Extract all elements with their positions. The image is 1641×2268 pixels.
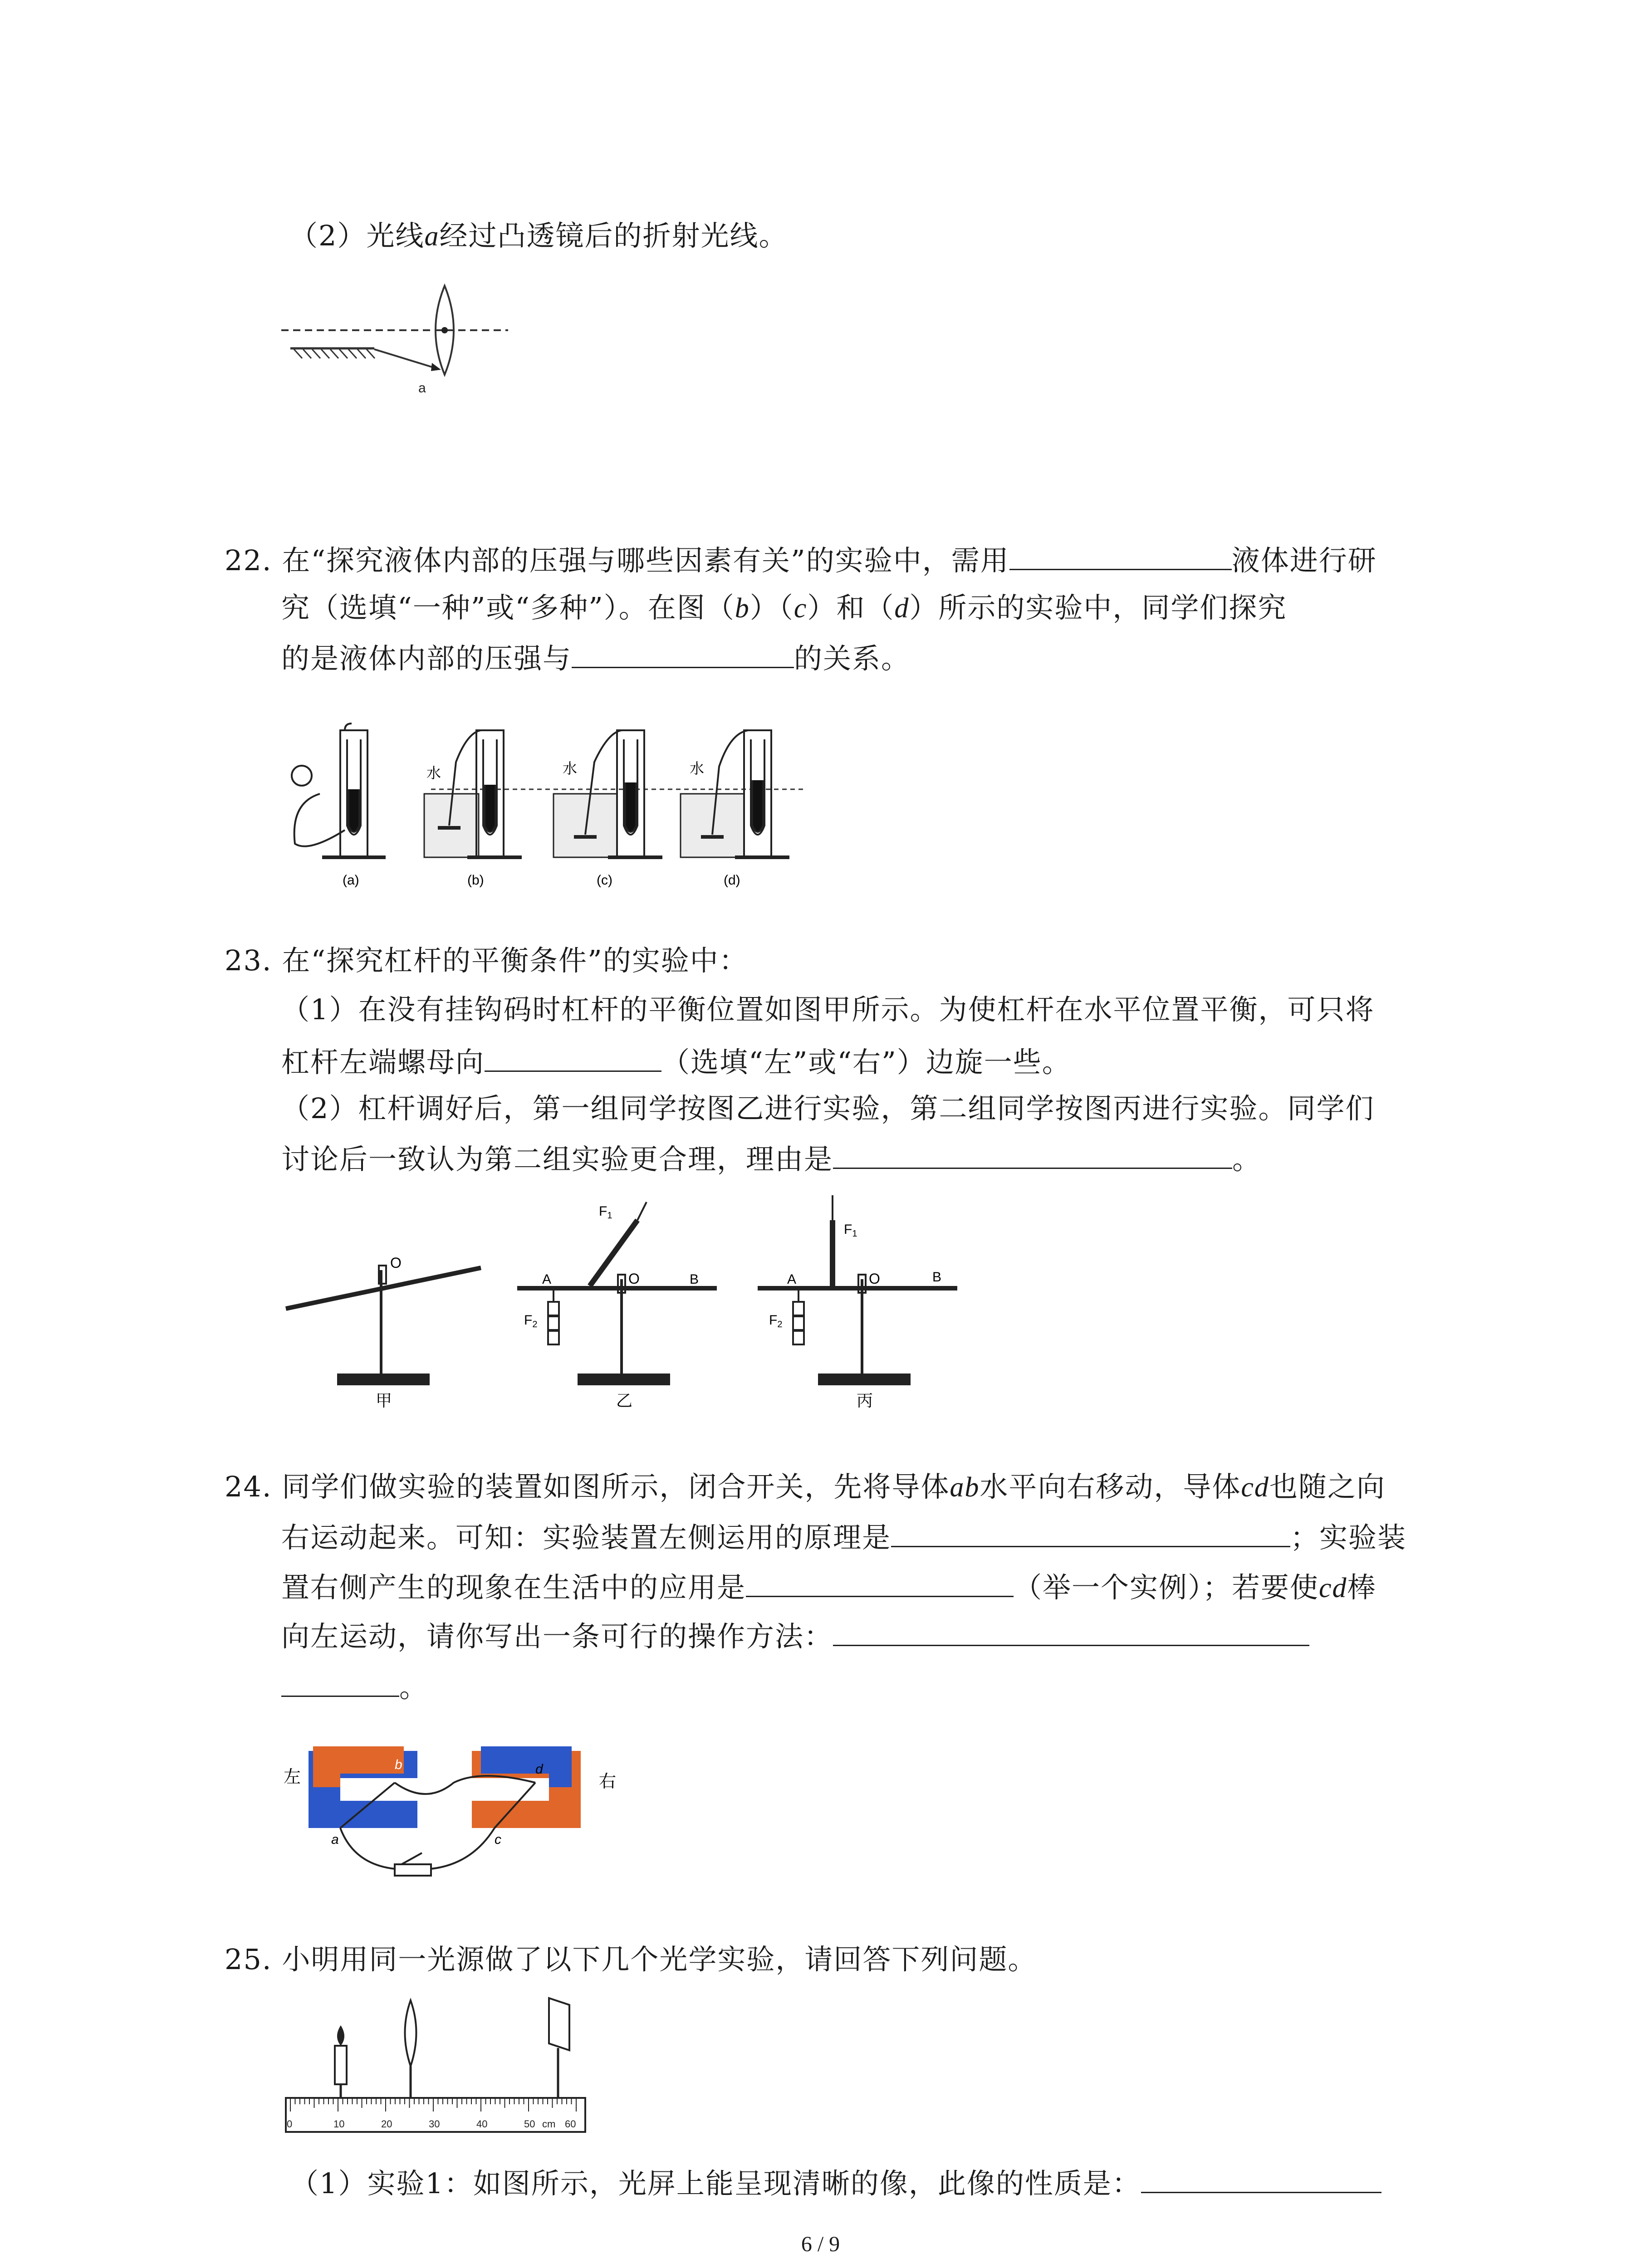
q24-line4: 向左运动，请你写出一条可行的操作方法： bbox=[281, 1617, 1309, 1655]
q25-line2: （1）实验1：如图所示，光屏上能呈现清晰的像，此像的性质是： bbox=[290, 2164, 1381, 2202]
q23-yi-B: B bbox=[690, 1272, 699, 1287]
q22-water-d: 水 bbox=[690, 760, 705, 777]
q24-blank3-cont[interactable] bbox=[281, 1667, 399, 1697]
ruler-label-cm: cm bbox=[542, 2118, 556, 2130]
q23-jia-O: O bbox=[390, 1255, 402, 1271]
q25-optical-bench-figure bbox=[281, 1991, 590, 2136]
q24-label-left: 左 bbox=[284, 1768, 301, 1787]
ruler-label-10: 10 bbox=[333, 2118, 345, 2130]
q24-label-right: 右 bbox=[599, 1772, 617, 1791]
ruler-label-40: 40 bbox=[476, 2118, 488, 2130]
q24-label-d: d bbox=[535, 1762, 543, 1777]
q23-line4: （2）杠杆调好后，第一组同学按图乙进行实验，第二组同学按图丙进行实验。同学们 bbox=[281, 1092, 1375, 1125]
ruler-label-30: 30 bbox=[429, 2118, 440, 2130]
q23-bing-B: B bbox=[932, 1270, 942, 1285]
q23-caption-jia: 甲 bbox=[376, 1391, 392, 1410]
q23-blank1[interactable] bbox=[485, 1042, 661, 1072]
q24-line2: 右运动起来。可知：实验装置左侧运用的原理是 ；实验装 bbox=[281, 1518, 1406, 1556]
q22-label-c: (c) bbox=[597, 873, 612, 888]
q23-line5: 讨论后一致认为第二组实验更合理，理由是 。 bbox=[281, 1139, 1261, 1178]
q24-label-a: a bbox=[331, 1832, 339, 1847]
q22-pressure-figure bbox=[277, 721, 817, 894]
q24-blank1[interactable] bbox=[891, 1518, 1290, 1547]
q24-label-c: c bbox=[495, 1832, 501, 1847]
q23-bing-O: O bbox=[869, 1271, 880, 1287]
q23-bing-F1: $F_1$ bbox=[844, 1222, 857, 1239]
q22-label-d: (d) bbox=[724, 873, 740, 888]
q22-label-b: (b) bbox=[467, 873, 484, 888]
q24-label-b: b bbox=[395, 1757, 402, 1772]
q23-line3: 杠杆左端螺母向 （选填“左”或“右”）边旋一些。 bbox=[281, 1042, 1071, 1080]
q24-blank3[interactable] bbox=[833, 1617, 1309, 1646]
q22-blank2[interactable] bbox=[572, 639, 794, 668]
q23-yi-A: A bbox=[542, 1272, 552, 1287]
q24-line5: 。 bbox=[281, 1667, 428, 1706]
q24-line3: 置右侧产生的现象在生活中的应用是 （举一个实例）；若要使cd棒 bbox=[281, 1568, 1376, 1606]
q23-bing-F2: $F_2$ bbox=[769, 1313, 783, 1330]
q24-line1: 24. 同学们做实验的装置如图所示，闭合开关，先将导体ab水平向右移动，导体cd也随之向 bbox=[225, 1470, 1386, 1503]
q22-water-c: 水 bbox=[563, 760, 578, 777]
q21-lens-figure bbox=[272, 277, 526, 395]
q23-line2: （1）在没有挂钩码时杠杆的平衡位置如图甲所示。为使杠杆在水平位置平衡，可只将 bbox=[281, 993, 1375, 1026]
ruler-label-60: 60 bbox=[565, 2118, 576, 2130]
q23-bing-A: A bbox=[787, 1272, 797, 1287]
q23-line1: 23. 在“探究杠杆的平衡条件”的实验中： bbox=[225, 944, 748, 977]
q23-caption-yi: 乙 bbox=[616, 1391, 633, 1410]
q23-blank2[interactable] bbox=[833, 1139, 1232, 1169]
q22-line3: 的是液体内部的压强与 的关系。 bbox=[281, 639, 910, 677]
q23-caption-bing: 丙 bbox=[857, 1391, 873, 1410]
q23-yi-F1: $F_1$ bbox=[599, 1204, 612, 1221]
q23-yi-F2: $F_2$ bbox=[524, 1313, 538, 1330]
q25-blank1[interactable] bbox=[1141, 2164, 1381, 2193]
q21-part2-text: （2）光线a经过凸透镜后的折射光线。 bbox=[289, 219, 788, 252]
ruler-label-50: 50 bbox=[524, 2118, 535, 2130]
ruler-label-20: 20 bbox=[381, 2118, 392, 2130]
page-number: 6 / 9 bbox=[801, 2232, 840, 2256]
q22-line2: 究（选填“一种”或“多种”）。在图（b）（c）和（d）所示的实验中，同学们探究 bbox=[281, 591, 1287, 624]
q22-water-b: 水 bbox=[426, 765, 441, 781]
q24-blank2[interactable] bbox=[746, 1568, 1014, 1597]
q23-yi-O: O bbox=[628, 1271, 640, 1287]
q22-blank1[interactable] bbox=[1009, 541, 1232, 570]
q25-line1: 25. 小明用同一光源做了以下几个光学实验，请回答下列问题。 bbox=[225, 1943, 1037, 1976]
q23-lever-figure bbox=[277, 1193, 985, 1420]
q24-magnet-figure bbox=[281, 1733, 635, 1901]
ruler-label-0: 0 bbox=[287, 2118, 293, 2130]
q22-label-a: (a) bbox=[343, 873, 359, 888]
q21-fig-a-label: a bbox=[418, 381, 426, 396]
q22-line1: 22. 在“探究液体内部的压强与哪些因素有关”的实验中，需用 液体进行研 bbox=[225, 541, 1377, 579]
